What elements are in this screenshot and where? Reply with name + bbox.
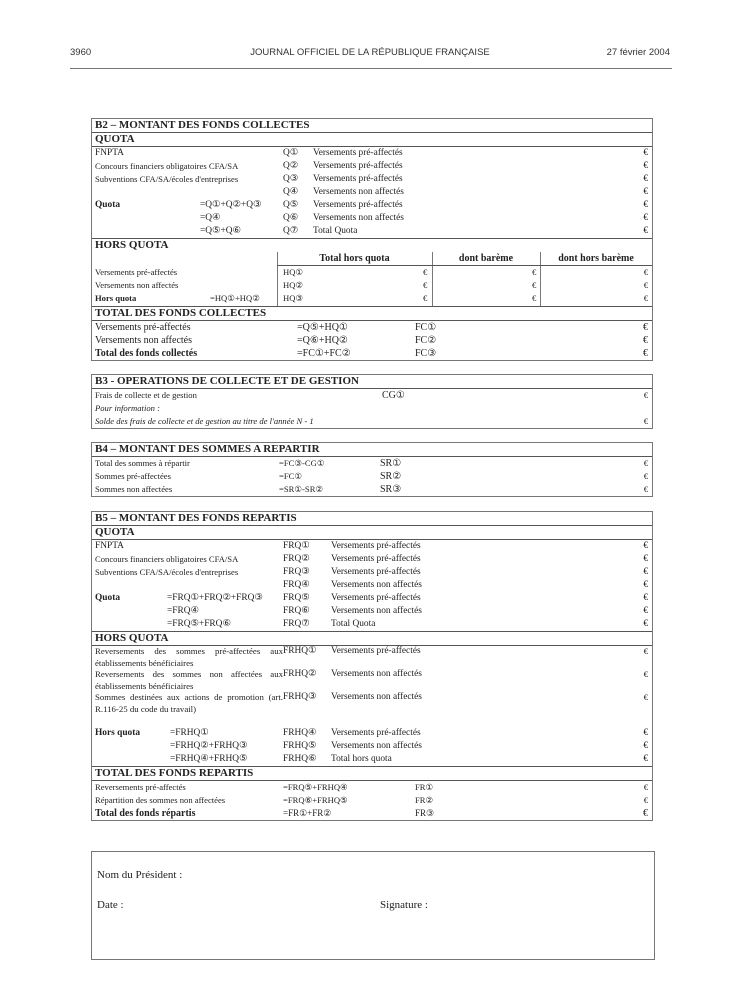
row-code: Q⑤ xyxy=(283,200,299,210)
quota-title: QUOTA xyxy=(92,526,652,540)
table-row xyxy=(92,147,652,160)
row-desc: Versements pré-affectés xyxy=(331,541,421,551)
row-code: HQ① xyxy=(283,267,304,277)
row-code: FRHQ② xyxy=(283,669,317,679)
row-formula: =FRHQ① xyxy=(170,728,209,738)
row-label: Total des fonds répartis xyxy=(95,808,196,819)
row-formula: =Q①+Q②+Q③ xyxy=(200,200,262,210)
row-formula: =Q⑥+HQ② xyxy=(297,335,348,346)
section-title: B5 – MONTANT DES FONDS REPARTIS xyxy=(92,512,652,526)
euro-field-bareme[interactable]: € xyxy=(532,267,537,277)
euro-field-hors-bareme[interactable]: € xyxy=(643,267,648,277)
section-b4 xyxy=(91,442,653,497)
euro-field[interactable]: € xyxy=(643,795,648,805)
row-desc: Versements pré-affectés xyxy=(331,554,421,564)
row-code: FC① xyxy=(415,322,437,333)
euro-field-hors-bareme[interactable]: € xyxy=(643,293,648,303)
row-desc: Versements non affectés xyxy=(331,741,422,751)
row-formula: =FC①+FC② xyxy=(297,348,351,359)
row-desc: Versements pré-affectés xyxy=(313,148,403,158)
table-row xyxy=(92,347,652,360)
row-label: Versements non affectés xyxy=(95,335,193,346)
euro-field[interactable]: € xyxy=(643,619,648,629)
signature-label: Signature : xyxy=(380,899,428,911)
table-row xyxy=(92,173,652,186)
euro-field[interactable]: € xyxy=(643,484,648,494)
euro-field[interactable]: € xyxy=(643,213,648,223)
euro-field[interactable]: € xyxy=(643,348,648,359)
row-code: FRQ⑥ xyxy=(283,606,310,616)
table-row xyxy=(92,579,652,592)
row-label: Reversements des sommes non affectées aux établissements bénéficiaires xyxy=(95,669,283,691)
row-label: Total des sommes à répartir xyxy=(95,458,190,468)
row-label: Reversements pré-affectés xyxy=(95,782,186,792)
table-row xyxy=(92,402,652,415)
row-label: Quota xyxy=(95,593,121,603)
row-desc: Versements non affectés xyxy=(331,580,422,590)
row-desc: Versements pré-affectés xyxy=(331,646,421,656)
euro-field[interactable]: € xyxy=(643,554,648,564)
row-code: FRQ① xyxy=(283,541,310,551)
table-row xyxy=(92,225,652,239)
row-code: Q⑦ xyxy=(283,226,299,236)
euro-field[interactable]: € xyxy=(643,580,648,590)
euro-field[interactable]: € xyxy=(643,567,648,577)
row-label: FNPTA xyxy=(95,148,124,158)
section-b5 xyxy=(91,511,653,821)
table-row xyxy=(92,807,652,820)
table-row xyxy=(92,540,652,553)
row-label: FNPTA xyxy=(95,541,124,551)
row-desc: Versements pré-affectés xyxy=(331,728,421,738)
row-code: FRHQ⑥ xyxy=(283,754,317,764)
euro-field[interactable]: € xyxy=(643,458,648,468)
row-desc: Versements pré-affectés xyxy=(313,161,403,171)
table-row xyxy=(92,160,652,173)
row-code: FRHQ④ xyxy=(283,728,317,738)
section-title: B2 – MONTANT DES FONDS COLLECTES xyxy=(92,119,652,133)
row-label: Frais de collecte et de gestion xyxy=(95,390,197,400)
row-label: Versements non affectés xyxy=(95,280,179,290)
euro-field[interactable]: € xyxy=(643,161,648,171)
row-desc: Versements non affectés xyxy=(313,213,404,223)
row-code: SR③ xyxy=(380,484,402,495)
table-row xyxy=(92,415,652,428)
row-formula: =FRQ⑤+FRQ⑥ xyxy=(167,619,231,629)
euro-field[interactable]: € xyxy=(643,728,648,738)
row-desc: Versements pré-affectés xyxy=(313,200,403,210)
row-label: Sommes non affectées xyxy=(95,484,173,494)
row-label: Répartition des sommes non affectées xyxy=(95,795,226,805)
row-label: Hors quota xyxy=(95,293,137,303)
euro-field[interactable]: € xyxy=(643,646,648,656)
row-label: Reversements des sommes pré-affectées aux établissements bénéficiaires xyxy=(95,646,283,668)
president-name-label: Nom du Président : xyxy=(97,869,183,881)
header-divider xyxy=(70,68,672,69)
row-code: CG① xyxy=(382,390,405,401)
row-label: Quota xyxy=(95,200,121,210)
row-code: FC② xyxy=(415,335,437,346)
section-b2 xyxy=(91,118,653,361)
euro-field-bareme[interactable]: € xyxy=(532,280,537,290)
euro-field[interactable]: € xyxy=(643,669,648,679)
section-title: B4 – MONTANT DES SOMMES A REPARTIR xyxy=(92,443,652,457)
col-header-bareme: dont barème xyxy=(458,253,514,264)
row-formula: =Q⑤+Q⑥ xyxy=(200,226,241,236)
row-desc: Versements pré-affectés xyxy=(331,593,421,603)
table-row xyxy=(92,292,652,305)
hors-quota-header-row xyxy=(277,252,652,266)
row-code: FRQ④ xyxy=(283,580,310,590)
table-row xyxy=(92,457,652,470)
table-row xyxy=(92,186,652,199)
table-row xyxy=(92,389,652,402)
row-formula: =FC③-CG① xyxy=(279,458,325,468)
row-formula: =FRQ④ xyxy=(167,606,199,616)
table-row xyxy=(92,279,652,292)
page-header xyxy=(70,47,670,61)
table-row xyxy=(92,727,652,740)
row-label: Total des fonds collectés xyxy=(95,348,198,359)
euro-field-total[interactable]: € xyxy=(423,293,428,303)
euro-field[interactable]: € xyxy=(643,541,648,551)
euro-field[interactable]: € xyxy=(643,335,648,346)
signature-block xyxy=(91,851,655,960)
section-b3 xyxy=(91,374,653,429)
row-label: Hors quota xyxy=(95,728,141,738)
row-label: Solde des frais de collecte et de gestion au titre de l'année N - 1 xyxy=(95,416,314,426)
row-label: Sommes pré-affectées xyxy=(95,471,171,481)
row-code: SR① xyxy=(380,458,402,469)
row-label: Concours financiers obligatoires CFA/SA xyxy=(95,554,239,564)
table-row xyxy=(92,553,652,566)
row-code: HQ③ xyxy=(283,293,304,303)
row-desc: Versements non affectés xyxy=(331,606,422,616)
row-formula: =FRQ⑥+FRHQ⑤ xyxy=(283,795,348,805)
col-header-total: Total hors quota xyxy=(319,253,390,264)
row-desc: Versements non affectés xyxy=(331,692,422,702)
row-code: FRHQ⑤ xyxy=(283,741,317,751)
row-formula: =FRQ①+FRQ②+FRQ③ xyxy=(167,593,263,603)
euro-field-total[interactable]: € xyxy=(423,267,428,277)
table-row xyxy=(92,794,652,807)
table-row xyxy=(92,753,652,767)
row-code: SR② xyxy=(380,471,402,482)
euro-field[interactable]: € xyxy=(643,754,648,764)
table-row xyxy=(92,321,652,334)
row-label: Pour information : xyxy=(95,403,160,413)
euro-field[interactable]: € xyxy=(643,148,648,158)
row-desc: Versements non affectés xyxy=(331,669,422,679)
row-desc: Total Quota xyxy=(313,226,358,236)
row-label: Versements pré-affectés xyxy=(95,267,178,277)
row-desc: Versements pré-affectés xyxy=(331,567,421,577)
table-row xyxy=(92,592,652,605)
table-row xyxy=(92,212,652,225)
section-title: B3 - OPERATIONS DE COLLECTE ET DE GESTION xyxy=(92,375,652,389)
page-number: 3960 xyxy=(70,47,92,58)
row-formula: =HQ①+HQ② xyxy=(210,293,260,303)
row-code: Q③ xyxy=(283,174,299,184)
row-label: Concours financiers obligatoires CFA/SA xyxy=(95,161,239,171)
euro-field-total[interactable]: € xyxy=(423,280,428,290)
row-formula: =Q④ xyxy=(200,213,221,223)
row-code: HQ② xyxy=(283,280,304,290)
euro-field[interactable]: € xyxy=(643,606,648,616)
table-row xyxy=(92,266,652,279)
row-code: Q④ xyxy=(283,187,299,197)
row-desc: Total hors quota xyxy=(331,754,392,764)
table-row xyxy=(92,740,652,753)
table-row xyxy=(92,199,652,212)
row-code: Q② xyxy=(283,161,299,171)
row-formula: =SR①-SR② xyxy=(279,484,324,494)
total-title: TOTAL DES FONDS REPARTIS xyxy=(92,767,652,781)
row-formula: =FRHQ②+FRHQ③ xyxy=(170,741,248,751)
row-code: FC③ xyxy=(415,348,437,359)
table-row xyxy=(92,483,652,496)
row-code: FRQ③ xyxy=(283,567,310,577)
hors-quota-title: HORS QUOTA xyxy=(95,239,169,251)
euro-field[interactable]: € xyxy=(643,174,648,184)
row-code: FR③ xyxy=(415,808,435,818)
row-formula: =FC① xyxy=(279,471,303,481)
date-label: Date : xyxy=(97,899,124,911)
row-code: Q⑥ xyxy=(283,213,299,223)
table-row xyxy=(92,669,652,692)
euro-field[interactable]: € xyxy=(643,416,648,426)
table-row xyxy=(92,692,652,727)
row-label: Subventions CFA/SA/écoles d'entreprises xyxy=(95,567,239,577)
row-desc: Versements non affectés xyxy=(313,187,404,197)
euro-field[interactable]: € xyxy=(643,200,648,210)
row-formula: =FRHQ④+FRHQ⑤ xyxy=(170,754,248,764)
row-code: FRQ⑤ xyxy=(283,593,310,603)
row-code: Q① xyxy=(283,148,299,158)
row-code: FR② xyxy=(415,795,434,805)
table-row xyxy=(92,618,652,632)
row-desc: Versements pré-affectés xyxy=(313,174,403,184)
hors-quota-title: HORS QUOTA xyxy=(92,632,652,646)
publication-date: 27 février 2004 xyxy=(606,47,670,58)
row-code: FRHQ③ xyxy=(283,692,317,702)
euro-field-hors-bareme[interactable]: € xyxy=(643,280,648,290)
euro-field[interactable]: € xyxy=(643,782,648,792)
row-formula: =FR①+FR② xyxy=(283,808,332,818)
row-formula: =FRQ⑤+FRHQ④ xyxy=(283,782,348,792)
table-row xyxy=(92,470,652,483)
row-label: Subventions CFA/SA/écoles d'entreprises xyxy=(95,174,239,184)
journal-title: JOURNAL OFFICIEL DE LA RÉPUBLIQUE FRANÇAISE xyxy=(250,47,490,58)
euro-field-bareme[interactable]: € xyxy=(532,293,537,303)
col-header-hors-bareme: dont hors barème xyxy=(558,253,634,264)
hors-quota-grid xyxy=(92,252,652,306)
row-label: Sommes destinées aux actions de promotion (art. R.116-25 du code du travail) xyxy=(95,692,283,714)
row-desc: Total Quota xyxy=(331,619,376,629)
row-code: FRQ② xyxy=(283,554,310,564)
euro-field[interactable]: € xyxy=(643,187,648,197)
total-title: TOTAL DES FONDS COLLECTES xyxy=(92,306,652,321)
euro-field[interactable]: € xyxy=(643,808,648,819)
table-row xyxy=(92,781,652,794)
euro-field[interactable]: € xyxy=(643,471,648,481)
table-row xyxy=(92,605,652,618)
euro-field[interactable]: € xyxy=(643,692,648,702)
table-row xyxy=(92,334,652,347)
row-label: Versements pré-affectés xyxy=(95,322,191,333)
quota-title: QUOTA xyxy=(92,133,652,147)
table-row xyxy=(92,646,652,669)
table-row xyxy=(92,566,652,579)
row-code: FRQ⑦ xyxy=(283,619,310,629)
euro-field[interactable]: € xyxy=(643,593,648,603)
euro-field[interactable]: € xyxy=(643,390,648,400)
row-code: FR① xyxy=(415,782,434,792)
euro-field[interactable]: € xyxy=(643,226,648,236)
euro-field[interactable]: € xyxy=(643,741,648,751)
euro-field[interactable]: € xyxy=(643,322,648,333)
row-code: FRHQ① xyxy=(283,646,317,656)
row-formula: =Q⑤+HQ① xyxy=(297,322,348,333)
